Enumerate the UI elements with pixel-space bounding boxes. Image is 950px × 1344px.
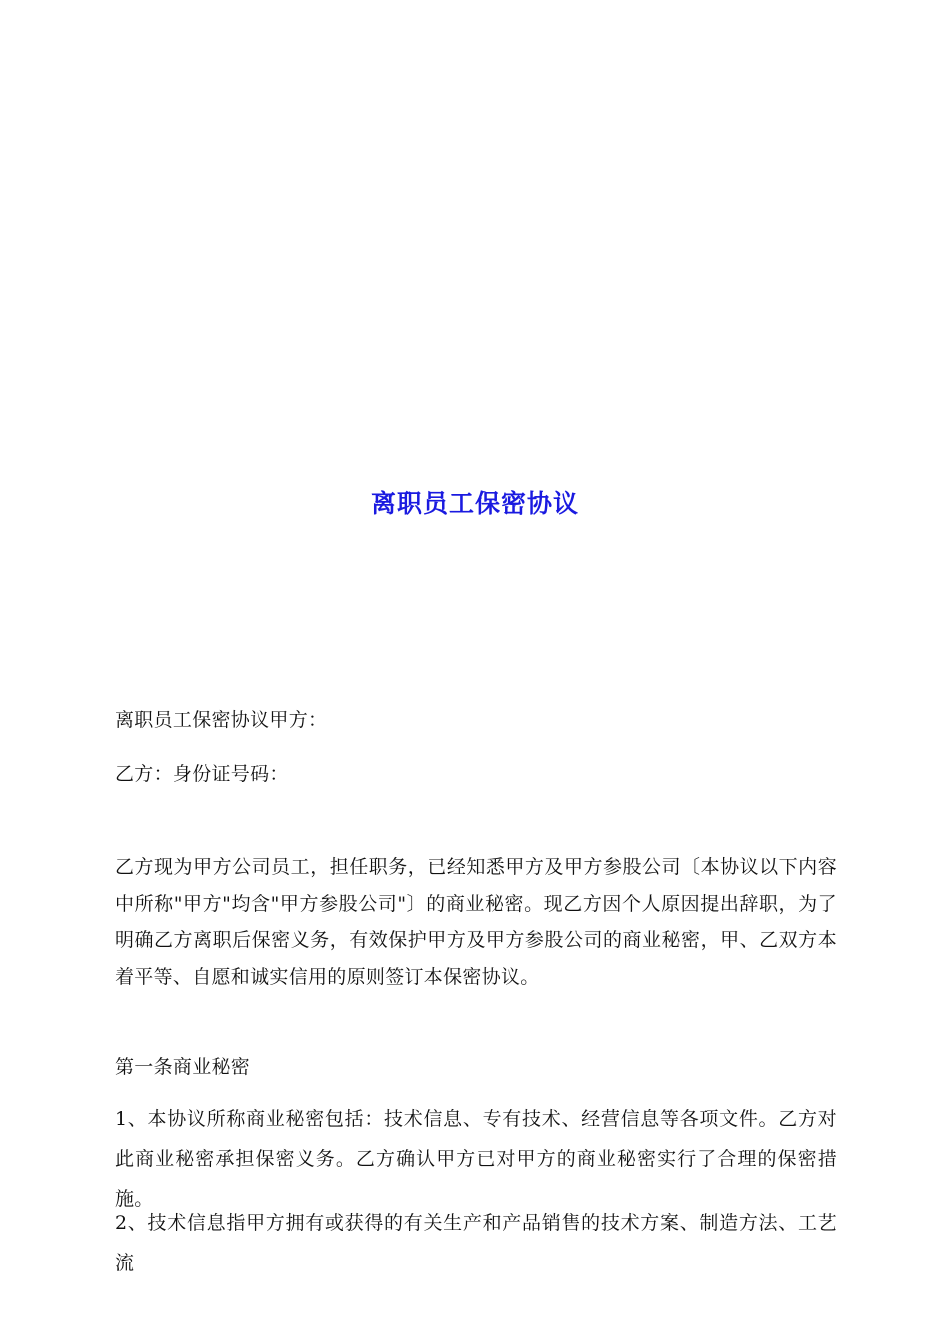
article-1-item-2: 2、技术信息指甲方拥有或获得的有关生产和产品销售的技术方案、制造方法、工艺流	[115, 1212, 837, 1274]
article-1-item-1: 1、本协议所称商业秘密包括：技术信息、专有技术、经营信息等各项文件。乙方对此商业秘密承担保密义务。乙方确认甲方已对甲方的商业秘密实行了合理的保密措施。	[115, 1108, 837, 1210]
article-1-heading: 第一条商业秘密	[115, 1056, 251, 1078]
party-b-line: 乙方：身份证号码：	[115, 763, 289, 785]
party-a-line: 离职员工保密协议甲方：	[115, 709, 328, 731]
preamble-paragraph: 乙方现为甲方公司员工，担任职务，已经知悉甲方及甲方参股公司〔本协议以下内容中所称"甲方"均含"甲方参股公司"〕的商业秘密。现乙方因个人原因提出辞职，为了明确乙方离职后保密义务，有效保护甲方及甲方参股公司的商业秘密，甲、乙双方本着平等、自愿和诚实信用的原则签订本保密协议。	[115, 856, 837, 988]
document-title: 离职员工保密协议	[370, 489, 579, 518]
